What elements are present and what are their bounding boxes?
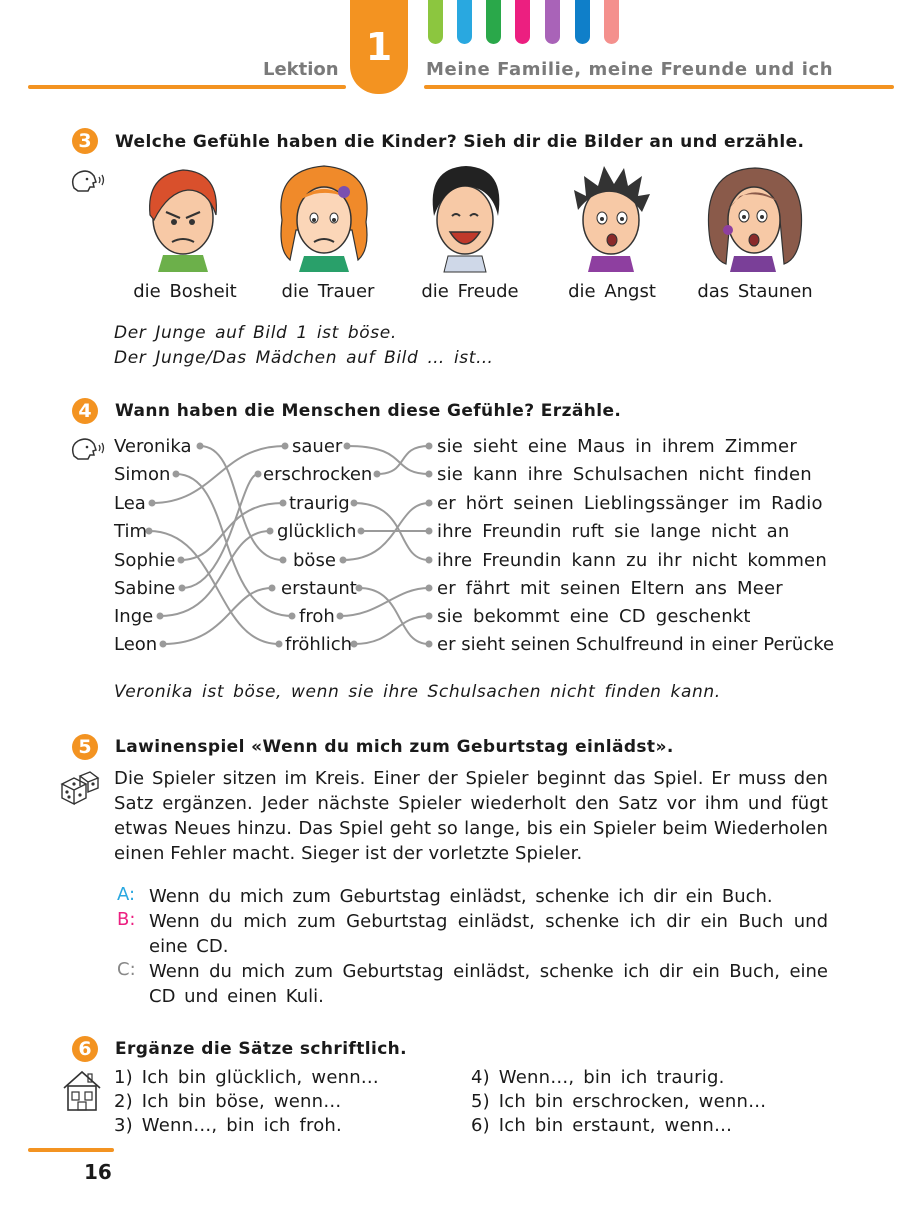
match-situation: ihre Freundin kann zu ihr nicht kommen xyxy=(437,550,827,571)
match-feeling: froh xyxy=(299,606,335,627)
exercise-5-number: 5 xyxy=(72,734,98,760)
match-feeling: glücklich xyxy=(277,521,357,542)
exercise-6-number: 6 xyxy=(72,1036,98,1062)
link-line xyxy=(163,588,272,644)
match-situation: sie bekommt eine CD geschenkt xyxy=(437,606,751,627)
link-line xyxy=(377,446,429,474)
sentence-item: 3) Wenn…, bin ich froh. xyxy=(114,1115,342,1136)
face-label: die Trauer xyxy=(281,281,375,302)
link-line xyxy=(182,474,258,588)
house-writing-icon xyxy=(60,1068,104,1112)
match-name: Sabine xyxy=(114,578,176,599)
match-feeling: traurig xyxy=(289,493,350,514)
exercise-4-number: 4 xyxy=(72,398,98,424)
match-name: Veronika xyxy=(114,436,192,457)
match-name: Leon xyxy=(114,634,158,655)
match-situation: er fährt mit seinen Eltern ans Meer xyxy=(437,578,783,599)
dialog-speaker-a: A: xyxy=(117,884,136,905)
sentence-item: 2) Ich bin böse, wenn… xyxy=(114,1091,342,1112)
lesson-label: Lektion xyxy=(263,59,339,80)
sentence-item: 6) Ich bin erstaunt, wenn… xyxy=(471,1115,733,1136)
sentence-item: 1) Ich bin glücklich, wenn… xyxy=(114,1067,380,1088)
match-name: Sophie xyxy=(114,550,176,571)
exercise-6-title: Ergänze die Sätze schriftlich. xyxy=(115,1039,408,1059)
link-line xyxy=(359,588,429,644)
dice-icon xyxy=(58,770,100,806)
dialog-line-a: Wenn du mich zum Geburtstag einlädst, schenke ich dir ein Buch. xyxy=(149,886,773,907)
page-number: 16 xyxy=(84,1160,112,1184)
match-situation: ihre Freundin ruft sie lange nicht an xyxy=(437,521,790,542)
game-instructions: Die Spieler sitzen im Kreis. Einer der Spieler beginnt das Spiel. Er muss den Satz ergänzen. Jeder nächste Spieler wiederholt den Satz vor ihm und fügt etwas Neues hinzu. Das Spiel geht so lange, bis ein Spieler beim Wiederholen einen Fehler macht. Sieger ist der vorletzte Spieler. xyxy=(114,768,828,864)
dialog-line-b: Wenn du mich zum Geburtstag einlädst, schenke ich dir ein Buch und eine CD. xyxy=(149,911,828,957)
match-situation: er hört seinen Lieblingssänger im Radio xyxy=(437,493,823,514)
face-label: die Bosheit xyxy=(133,281,237,302)
match-situation: sie kann ihre Schulsachen nicht finden xyxy=(437,464,812,485)
exercise-3-title: Welche Gefühle haben die Kinder? Sieh dir die Bilder an und erzähle. xyxy=(115,132,805,152)
lesson-number-tab: 1 xyxy=(350,0,408,94)
match-feeling: böse xyxy=(293,550,336,571)
exercise-4-title: Wann haben die Menschen diese Gefühle? Erzähle. xyxy=(115,401,622,421)
match-situation: sie sieht eine Maus in ihrem Zimmer xyxy=(437,436,797,457)
sentence-item: 4) Wenn…, bin ich traurig. xyxy=(471,1067,725,1088)
example-sentence: Veronika ist böse, wenn sie ihre Schulsachen nicht finden kann. xyxy=(114,682,721,702)
link-line xyxy=(176,474,292,616)
face-label: das Staunen xyxy=(697,281,813,302)
exercise-3-number: 3 xyxy=(72,128,98,154)
link-line xyxy=(354,616,429,644)
match-feeling: erstaunt xyxy=(281,578,357,599)
footer-rule xyxy=(28,1148,114,1152)
face-label: die Angst xyxy=(568,281,656,302)
match-feeling: fröhlich xyxy=(285,634,353,655)
match-situation: er sieht seinen Schulfreund in einer Perücke xyxy=(437,634,835,655)
face-label: die Freude xyxy=(421,281,519,302)
sentence-item: 5) Ich bin erschrocken, wenn… xyxy=(471,1091,767,1112)
match-name: Lea xyxy=(114,493,146,514)
dialog-speaker-c: C: xyxy=(117,959,136,980)
match-name: Inge xyxy=(114,606,154,627)
match-name: Simon xyxy=(114,464,171,485)
dialog-speaker-b: B: xyxy=(117,909,136,930)
match-name: Tim xyxy=(114,521,147,542)
example-sentence: Der Junge auf Bild 1 ist böse. xyxy=(114,323,397,343)
match-feeling: sauer xyxy=(292,436,343,457)
exercise-5-title: Lawinenspiel «Wenn du mich zum Geburtstag einlädst». xyxy=(115,737,674,757)
example-sentence: Der Junge/Das Mädchen auf Bild … ist… xyxy=(114,348,494,368)
lesson-title: Meine Familie, meine Freunde und ich xyxy=(426,59,834,80)
match-feeling: erschrocken xyxy=(263,464,373,485)
dialog-line-c: Wenn du mich zum Geburtstag einlädst, schenke ich dir ein Buch, eine CD und einen Kuli. xyxy=(149,961,828,1007)
